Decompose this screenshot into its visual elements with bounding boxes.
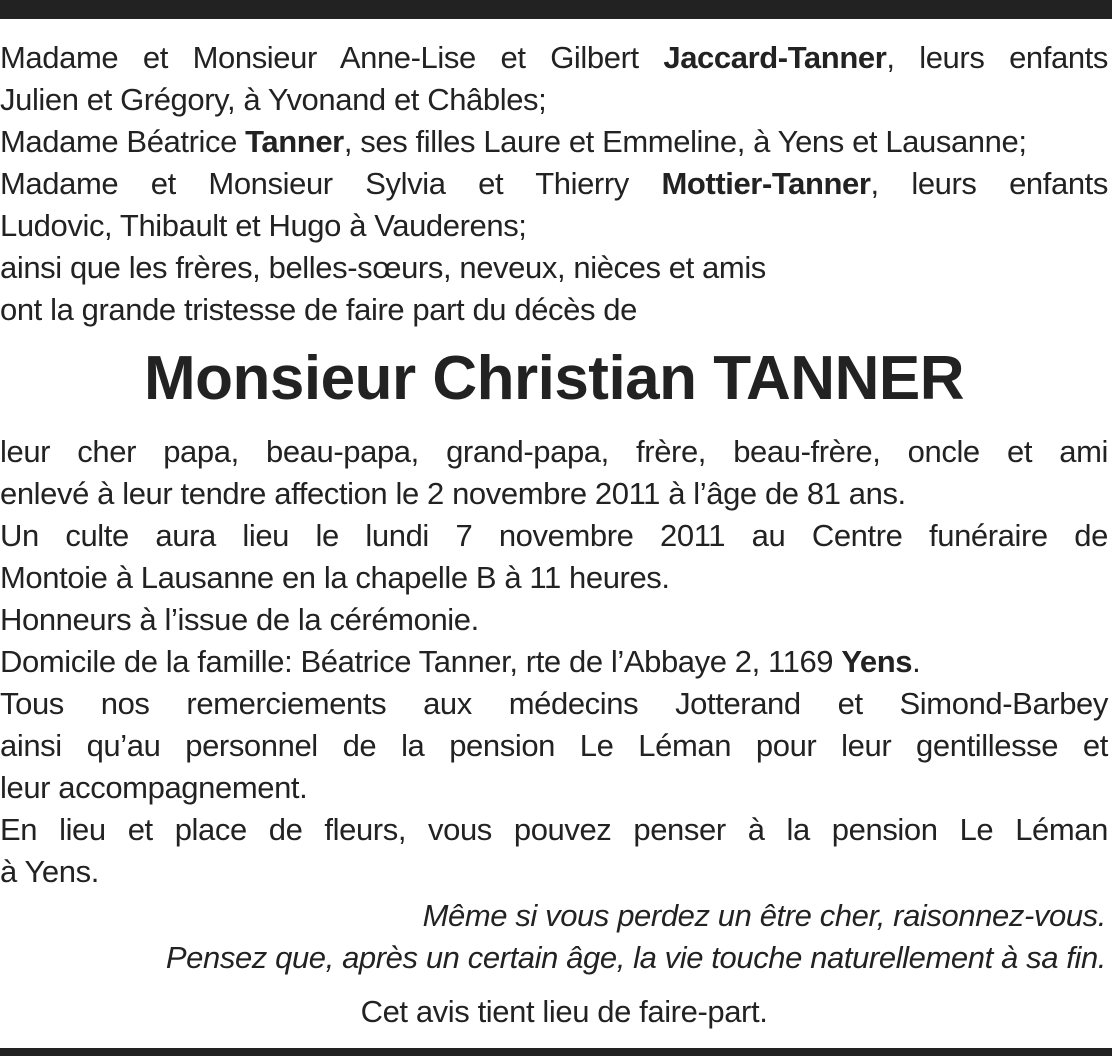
family-line-5: Ludovic, Thibault et Hugo à Vauderens; [0, 208, 527, 243]
family-name-jaccard-tanner: Jaccard-Tanner [663, 40, 887, 75]
obituary-notice [0, 37, 1108, 1033]
family-line-6: ainsi que les frères, belles-sœurs, neveux, nièces et amis [0, 250, 766, 285]
domicile-place: Yens [841, 644, 913, 679]
quote-line-1: Même si vous perdez un être cher, raisonnez-vous. [422, 898, 1106, 933]
deceased-name: Monsieur Christian TANNER [144, 344, 964, 413]
top-rule [0, 0, 1112, 19]
body-line-3: Un culte aura lieu le lundi 7 novembre 2011 au Centre funéraire de [0, 518, 1108, 553]
body-line-10: En lieu et place de fleurs, vous pouvez penser à la pension Le Léman [0, 812, 1108, 847]
family-line-2: Julien et Grégory, à Yvonand et Châbles; [0, 82, 547, 117]
family-announcement [0, 37, 1108, 331]
body-line-7: Tous nos remerciements aux médecins Jotterand et Simond-Barbey [0, 686, 1108, 721]
body-line-2: enlevé à leur tendre affection le 2 novembre 2011 à l’âge de 81 ans. [0, 476, 906, 511]
body-line-4: Montoie à Lausanne en la chapelle B à 11 heures. [0, 560, 670, 595]
body-line-5: Honneurs à l’issue de la cérémonie. [0, 602, 479, 637]
family-line-4: Madame et Monsieur Sylvia et Thierry Mottier-Tanner, leurs enfants [0, 166, 1108, 201]
bottom-rule [0, 1048, 1112, 1056]
body-line-8: ainsi qu’au personnel de la pension Le Léman pour leur gentillesse et [0, 728, 1108, 763]
family-line-7: ont la grande tristesse de faire part du décès de [0, 292, 637, 327]
family-name-tanner: Tanner [245, 124, 344, 159]
body-line-11: à Yens. [0, 854, 99, 889]
family-line-3: Madame Béatrice Tanner, ses filles Laure et Emmeline, à Yens et Lausanne; [0, 124, 1027, 159]
family-line-1: Madame et Monsieur Anne-Lise et Gilbert Jaccard-Tanner, leurs enfants [0, 40, 1108, 75]
closing-note: Cet avis tient lieu de faire-part. [360, 994, 768, 1029]
notice-body [0, 431, 1108, 893]
body-line-1: leur cher papa, beau-papa, grand-papa, frère, beau-frère, oncle et ami [0, 434, 1108, 469]
quote-line-2: Pensez que, après un certain âge, la vie touche naturellement à sa fin. [165, 940, 1106, 975]
body-line-9: leur accompagnement. [0, 770, 308, 805]
quote [0, 895, 1108, 979]
body-line-6: Domicile de la famille: Béatrice Tanner, rte de l’Abbaye 2, 1169 Yens. [0, 644, 921, 679]
family-name-mottier-tanner: Mottier-Tanner [661, 166, 871, 201]
